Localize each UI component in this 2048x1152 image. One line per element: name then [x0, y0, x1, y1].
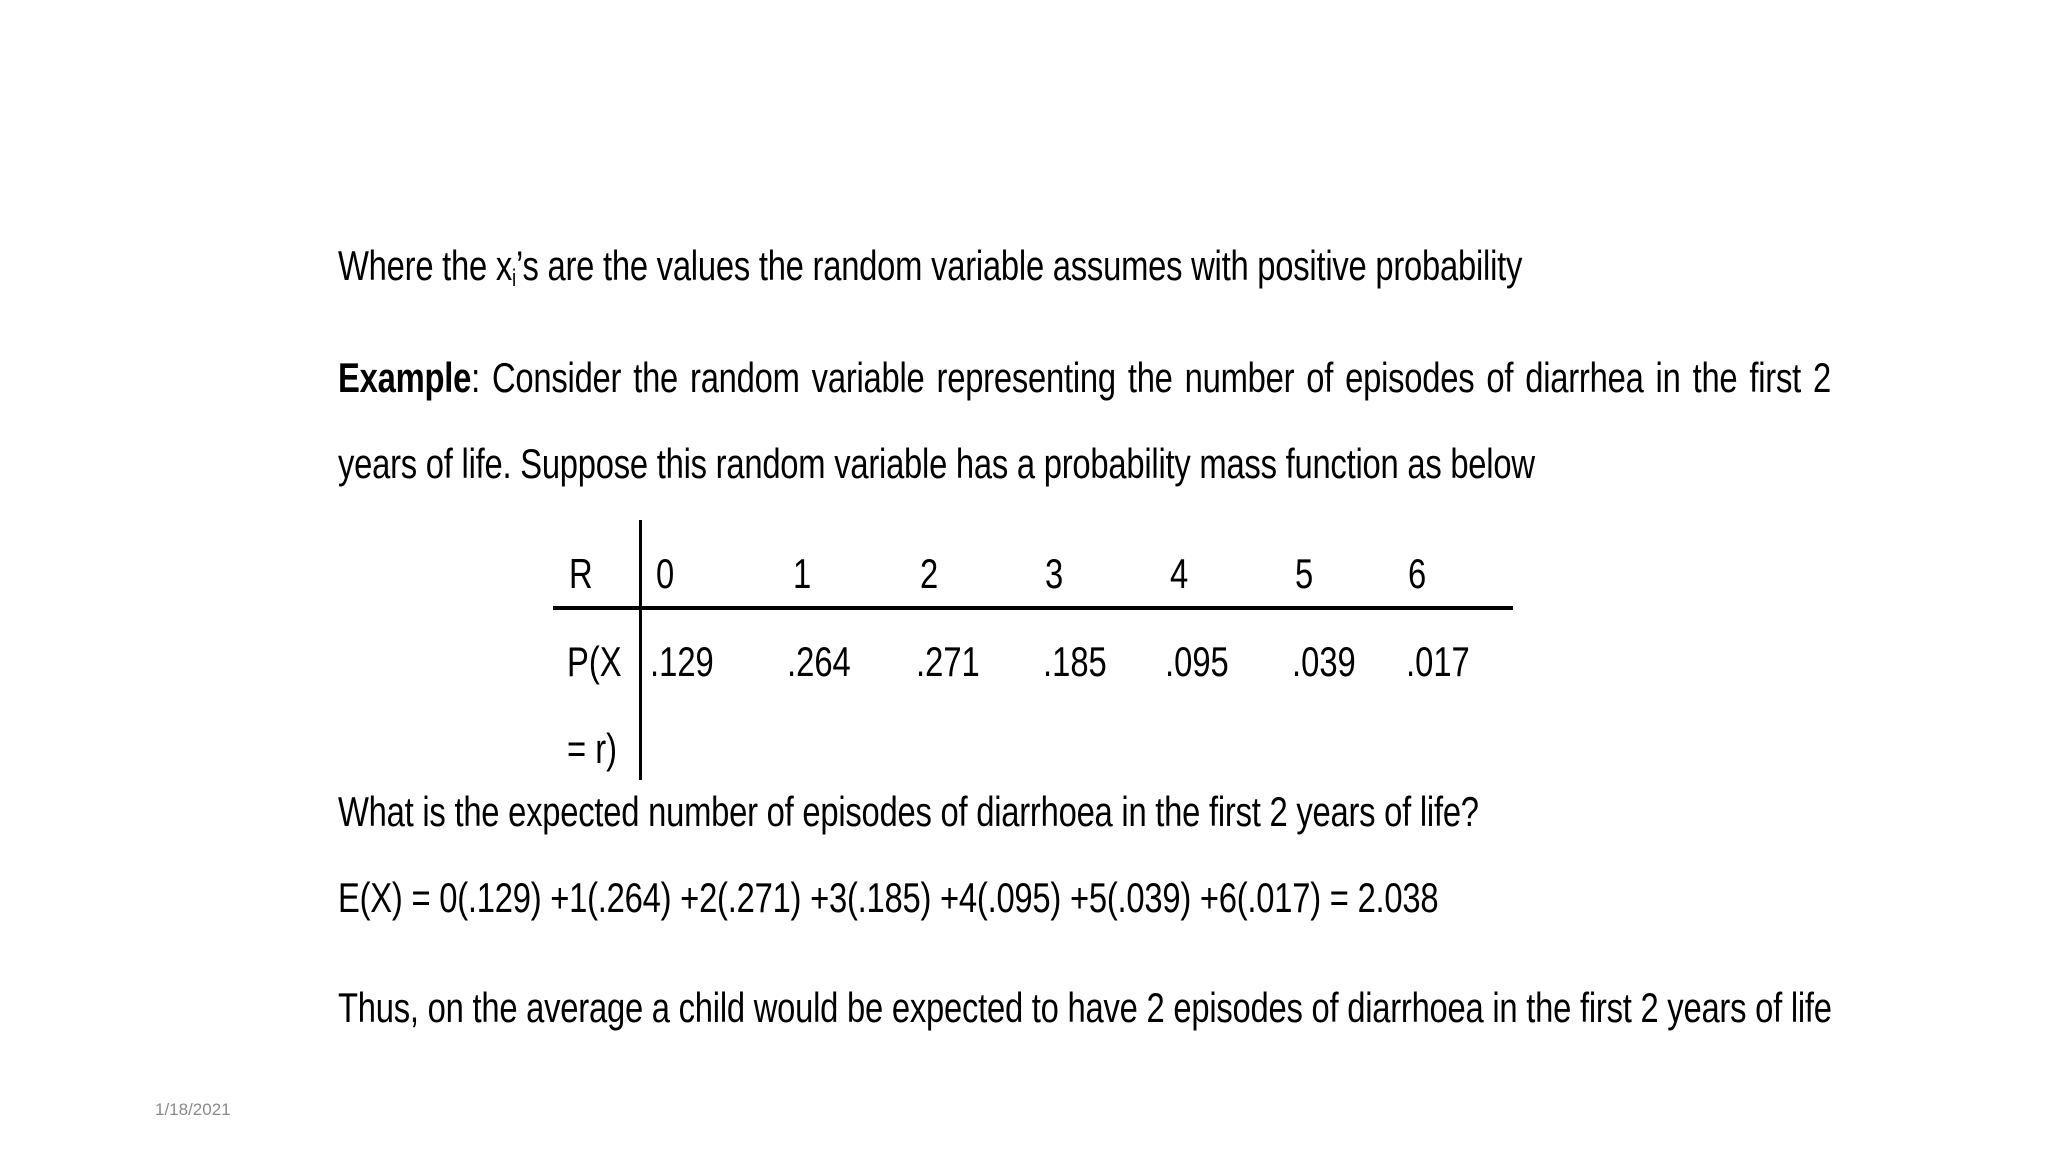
example-text: : Consider the random variable representing the number of episodes of diarrhea in the first 2 [471, 354, 1831, 401]
r-value: 5 [1295, 550, 1314, 597]
p-value: .017 [1406, 638, 1470, 685]
r-value: 3 [1045, 550, 1064, 597]
p-value: .129 [650, 638, 714, 685]
pmf-table [553, 518, 1513, 780]
example-label: Example [338, 354, 472, 401]
definition-suffix: ’s are the values the random variable assumes with positive probability [515, 242, 1523, 289]
question-line: What is the expected number of episodes of diarrhoea in the first 2 years of life? [338, 788, 1479, 835]
p-value: .095 [1165, 638, 1229, 685]
formula-line: E(X) = 0(.129) +1(.264) +2(.271) +3(.185) +4(.095) +5(.039) +6(.017) = 2.038 [338, 874, 1439, 921]
conclusion-line: Thus, on the average a child would be expected to have 2 episodes of diarrhoea in the first 2 years of life [338, 984, 1832, 1031]
definition-subscript: i [512, 265, 516, 292]
p-value: .271 [916, 638, 980, 685]
slide-date: 1/18/2021 [155, 1100, 231, 1119]
prob-header-line2: = r) [567, 725, 618, 772]
p-value: .185 [1043, 638, 1107, 685]
p-value: .264 [787, 638, 851, 685]
r-value: 0 [656, 550, 675, 597]
r-value: 1 [793, 550, 812, 597]
r-value: 2 [920, 550, 939, 597]
prob-header-line1: P(X [567, 638, 622, 685]
table-horizontal-divider [553, 606, 1513, 610]
table-vertical-divider [639, 520, 642, 780]
r-value: 4 [1170, 550, 1189, 597]
example-line [338, 352, 1831, 404]
row-header-r: R [569, 550, 593, 597]
example-line-2: years of life. Suppose this random variable has a probability mass function as below [338, 440, 1535, 487]
p-value: .039 [1292, 638, 1356, 685]
r-value: 6 [1408, 550, 1427, 597]
definition-prefix: Where the x [338, 242, 513, 289]
definition-line [338, 240, 1522, 292]
